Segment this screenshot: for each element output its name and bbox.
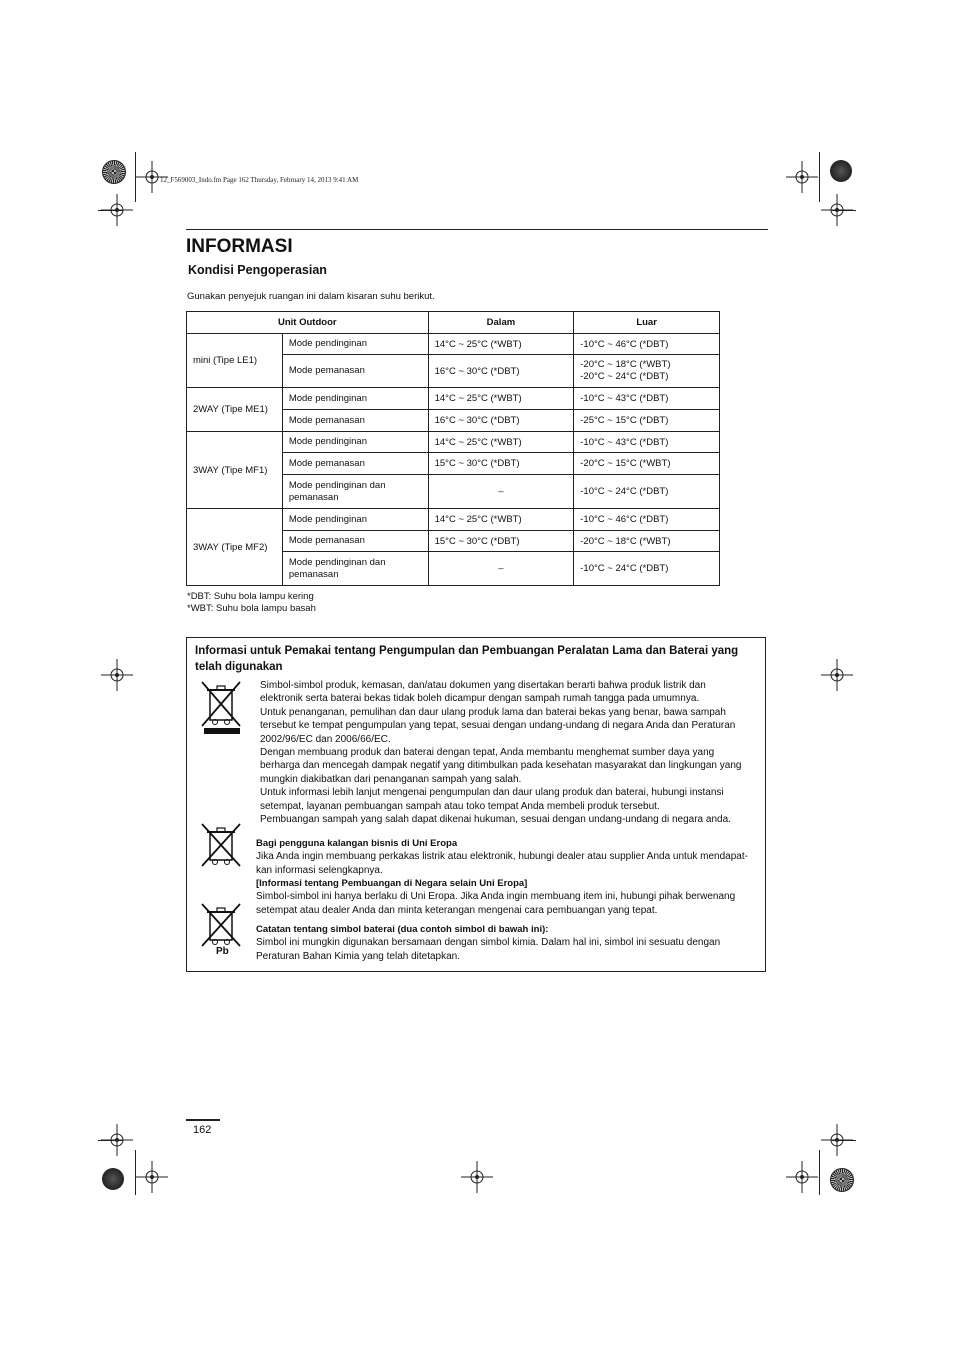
- dalam-cell: 16°C ~ 30°C (*DBT): [428, 410, 574, 432]
- page-number-rule: [186, 1119, 220, 1121]
- text-line: Dengan membuang produk dan baterai dengan tepat, Anda membantu menghemat sumber daya yang: [260, 747, 715, 759]
- dalam-cell: 14°C ~ 25°C (*WBT): [428, 432, 574, 453]
- unit-label: 3WAY (Tipe MF1): [187, 432, 283, 509]
- text-line: berharga dan mencegah dampak negatif yang ditimbulkan pada kesehatan masyarakat dan lingkungan yang: [260, 760, 742, 772]
- luar-cell: -10°C ~ 43°C (*DBT): [574, 388, 720, 410]
- luar-cell: -20°C ~ 18°C (*WBT): [574, 531, 720, 552]
- battery-title: Catatan tentang simbol baterai (dua contoh simbol di bawah ini):: [256, 924, 549, 935]
- text-line: Simbol-simbol ini hanya berlaku di Uni Eropa. Jika Anda ingin membuang item ini, hubungi pihak berwenang: [256, 891, 736, 903]
- battery-symbol-section: [256, 923, 756, 963]
- crosshair-icon: [136, 1161, 168, 1193]
- dalam-cell: –: [428, 475, 574, 509]
- page-heading: INFORMASI: [186, 236, 293, 257]
- text-line: Untuk penanganan, pemulihan dan daur ulang produk lama dan baterai bekas yang benar, bawa sampah: [260, 706, 726, 718]
- crossed-bin-icon: [198, 900, 244, 948]
- disposal-main-text: [260, 679, 760, 826]
- non-eu-section: [256, 877, 756, 917]
- luar-cell: -10°C ~ 46°C (*DBT): [574, 334, 720, 355]
- header-luar: Luar: [574, 312, 720, 334]
- text-line: Pembuangan sampah yang salah dapat dikenai hukuman, sesuai dengan undang-undang di negara anda.: [260, 814, 731, 826]
- crossed-bin-icon: [198, 820, 244, 868]
- text-line: kan informasi selengkapnya.: [256, 864, 383, 876]
- color-target-icon: [830, 1168, 854, 1192]
- dalam-cell: 14°C ~ 25°C (*WBT): [428, 509, 574, 531]
- table-header-row: [187, 312, 720, 334]
- text-line: Untuk informasi lebih lanjut mengenai pengumpulan dan daur ulang produk dan baterai, hubungi instansi: [260, 787, 724, 799]
- mode-cell: Mode pemanasan: [282, 410, 428, 432]
- luar-line: -20°C ~ 24°C (*DBT): [580, 371, 669, 382]
- operating-conditions-table: [186, 311, 720, 586]
- mode-cell: Mode pemanasan: [282, 355, 428, 388]
- mode-line: Mode pendinginan dan: [288, 556, 386, 568]
- header-dalam: Dalam: [428, 312, 574, 334]
- crosshair-icon: [101, 194, 133, 226]
- text-line: setempat atau dealer Anda dan minta keterangan mengenai cara pembuangan yang tepat.: [256, 904, 658, 916]
- eu-business-section: [256, 837, 756, 877]
- dalam-cell: 16°C ~ 30°C (*DBT): [428, 355, 574, 388]
- table-row: [187, 334, 720, 355]
- table-row: [187, 388, 720, 410]
- text-line: Simbol ini mungkin digunakan bersamaan dengan simbol kimia. Dalam hal ini, simbol ini sesuatu dengan: [256, 937, 721, 949]
- dalam-cell: 15°C ~ 30°C (*DBT): [428, 453, 574, 475]
- mode-cell: Mode pendinginan: [282, 432, 428, 453]
- mode-cell: [282, 552, 428, 586]
- crosshair-icon: [786, 1161, 818, 1193]
- title-line: telah digunakan: [195, 661, 283, 673]
- crosshair-icon: [101, 1124, 133, 1156]
- text-line: Jika Anda ingin membuang perkakas listrik atau elektronik, hubungi dealer atau supplier Anda untuk mendapat-: [256, 851, 748, 863]
- mode-line: pemanasan: [288, 491, 339, 503]
- text-line: Simbol-simbol produk, kemasan, dan/atau dokumen yang disertakan berarti bahwa produk listrik dan: [260, 680, 706, 691]
- table-row: [187, 509, 720, 531]
- text-line: elektronik serta baterai bekas tidak boleh dicampur dengan sampah rumah tangga pada umumnya.: [260, 693, 700, 705]
- luar-cell: -20°C ~ 15°C (*WBT): [574, 453, 720, 475]
- text-line: tersebut ke tempat pengumpulan yang tepat, sesuai dengan undang-undang di negara Anda dan Peraturan: [260, 720, 736, 732]
- crosshair-icon: [786, 161, 818, 193]
- mode-line: pemanasan: [288, 568, 339, 580]
- page-number: 162: [193, 1124, 212, 1136]
- header-unit-outdoor: Unit Outdoor: [187, 312, 429, 334]
- eu-title: Bagi pengguna kalangan bisnis di Uni Eropa: [256, 838, 458, 849]
- text-line: 2002/96/EC dan 2006/66/EC.: [260, 733, 391, 745]
- dalam-cell: 15°C ~ 30°C (*DBT): [428, 531, 574, 552]
- dalam-cell: 14°C ~ 25°C (*WBT): [428, 334, 574, 355]
- unit-label: 3WAY (Tipe MF2): [187, 509, 283, 586]
- intro-text: Gunakan penyejuk ruangan ini dalam kisaran suhu berikut.: [187, 291, 435, 302]
- mode-line: Mode pendinginan dan: [288, 479, 386, 491]
- non-eu-title: [Informasi tentang Pembuangan di Negara selain Uni Eropa]: [256, 878, 528, 889]
- crossed-bin-with-bar-icon: [198, 678, 244, 736]
- luar-line: -20°C ~ 18°C (*WBT): [580, 359, 671, 370]
- luar-cell: -10°C ~ 46°C (*DBT): [574, 509, 720, 531]
- dalam-cell: –: [428, 552, 574, 586]
- text-line: mungkin diakibatkan dari penanganan sampah yang salah.: [260, 773, 522, 785]
- mode-cell: Mode pendinginan: [282, 509, 428, 531]
- header-rule: [186, 229, 768, 230]
- color-target-icon: [102, 1168, 124, 1190]
- luar-cell: -10°C ~ 43°C (*DBT): [574, 432, 720, 453]
- title-line: Informasi untuk Pemakai tentang Pengumpulan dan Pembuangan Peralatan Lama dan Baterai yang: [195, 645, 739, 657]
- unit-label: mini (Tipe LE1): [187, 334, 283, 388]
- section-subheading: Kondisi Pengoperasian: [188, 263, 327, 277]
- crosshair-icon: [821, 659, 853, 691]
- mode-cell: Mode pemanasan: [282, 453, 428, 475]
- luar-cell: -10°C ~ 24°C (*DBT): [574, 552, 720, 586]
- mode-cell: [282, 475, 428, 509]
- crosshair-icon: [821, 194, 853, 226]
- luar-cell: -10°C ~ 24°C (*DBT): [574, 475, 720, 509]
- dalam-cell: 14°C ~ 25°C (*WBT): [428, 388, 574, 410]
- text-line: Peraturan Bahan Kimia yang telah ditetapkan.: [256, 950, 461, 962]
- color-target-icon: [830, 160, 852, 182]
- table-row: [187, 432, 720, 453]
- mode-cell: Mode pendinginan: [282, 388, 428, 410]
- crosshair-icon: [461, 1161, 493, 1193]
- pb-label: Pb: [216, 946, 229, 957]
- text-line: setempat, layanan pembuangan sampah atau toko tempat Anda membeli produk tersebut.: [260, 800, 660, 812]
- luar-cell: -25°C ~ 15°C (*DBT): [574, 410, 720, 432]
- mode-cell: Mode pendinginan: [282, 334, 428, 355]
- footnote-dbt: *DBT: Suhu bola lampu kering: [187, 591, 314, 602]
- disposal-info-title: [195, 643, 755, 675]
- crosshair-icon: [821, 1124, 853, 1156]
- footnote-wbt: *WBT: Suhu bola lampu basah: [187, 603, 316, 614]
- file-meta-text: 12_F569003_Indo.fm Page 162 Thursday, February 14, 2013 9:41 AM: [160, 176, 359, 184]
- luar-cell: [574, 355, 720, 388]
- crosshair-icon: [101, 659, 133, 691]
- unit-label: 2WAY (Tipe ME1): [187, 388, 283, 432]
- mode-cell: Mode pemanasan: [282, 531, 428, 552]
- color-target-icon: [102, 160, 126, 184]
